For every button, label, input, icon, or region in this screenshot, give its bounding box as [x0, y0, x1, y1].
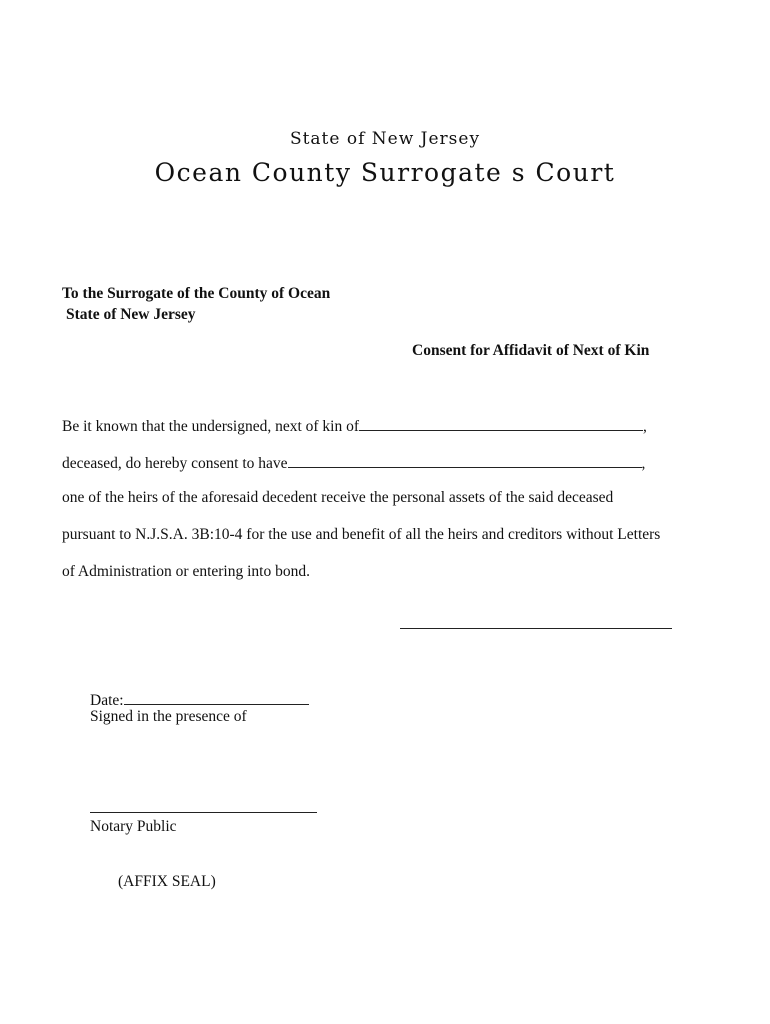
notary-signature-line[interactable]	[90, 812, 317, 813]
addressee-line-1: To the Surrogate of the County of Ocean	[62, 285, 331, 302]
comma: ,	[643, 418, 647, 435]
affix-seal-label: (AFFIX SEAL)	[118, 873, 216, 890]
date-label: Date:	[90, 692, 124, 709]
date-row	[90, 690, 309, 710]
body-line-3: one of the heirs of the aforesaid decedent receive the personal assets of the said deceased	[62, 489, 614, 506]
notary-public-label: Notary Public	[90, 818, 177, 835]
signed-in-presence-label: Signed in the presence of	[90, 708, 247, 725]
body-line-5: of Administration or entering into bond.	[62, 563, 310, 580]
comma: ,	[641, 455, 646, 472]
signature-line[interactable]	[400, 628, 672, 629]
body-line-4: pursuant to N.J.S.A. 3B:10-4 for the use and benefit of all the heirs and creditors without Letters	[62, 526, 661, 543]
body-line-1-text: Be it known that the undersigned, next of kin of	[62, 418, 360, 435]
heir-name-blank[interactable]	[288, 453, 642, 468]
body-line-1	[62, 416, 647, 436]
form-title: Consent for Affidavit of Next of Kin	[412, 342, 650, 359]
addressee-line-2: State of New Jersey	[66, 306, 196, 323]
body-line-2	[62, 453, 645, 473]
header-court: Ocean County Surrogate s Court	[154, 158, 616, 187]
header-state: State of New Jersey	[289, 129, 481, 149]
date-blank[interactable]	[124, 690, 309, 705]
next-of-kin-blank[interactable]	[359, 416, 643, 431]
body-line-2-text: deceased, do hereby consent to have	[62, 455, 288, 472]
